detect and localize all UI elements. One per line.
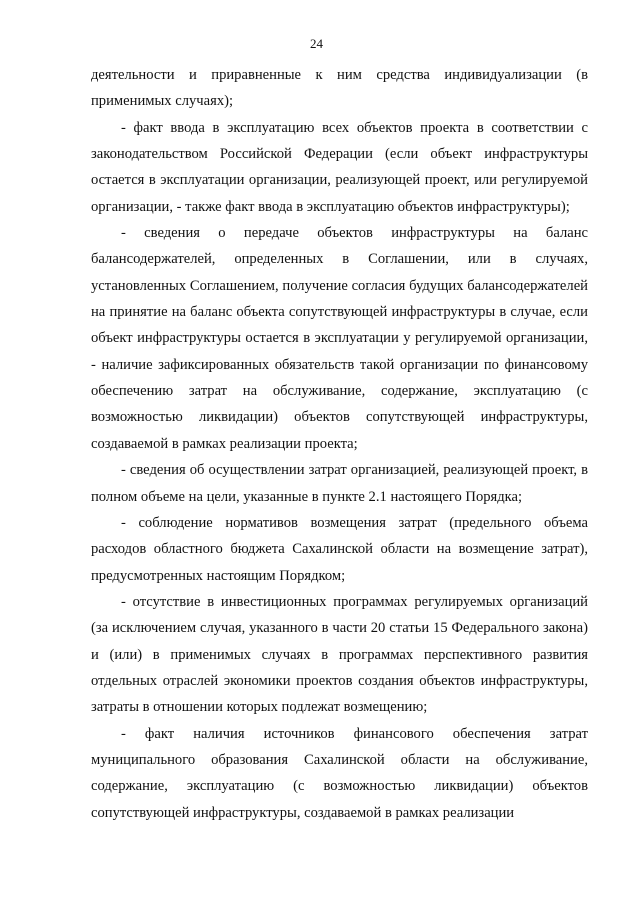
page-number: 24 bbox=[310, 36, 323, 51]
paragraph-commissioning-fact: - факт ввода в эксплуатацию всех объектов проекта в соответствии с законодательством Российской Федерации (если объект инфраструктуры остается в эксплуатации организации, реализующей проект, или регулируемой организации, - также факт ввода в эксплуатацию объектов инфраструктуры); bbox=[91, 119, 588, 215]
paragraph-funding-sources: - факт наличия источников финансового обеспечения затрат муниципального образования Сахалинской области на обслуживание, содержание, эксплуатацию (с возможностью ликвидации) объектов сопутствующей инфраструктуры, создаваемой в рамках реализации bbox=[91, 725, 588, 821]
paragraph-continuation: деятельности и приравненные к ним средства индивидуализации (в применимых случаях); bbox=[91, 67, 588, 110]
paragraph-reimbursement-norms: - соблюдение нормативов возмещения затрат (предельного объема расходов областного бюджета Сахалинской области на возмещение затрат), предусмотренных настоящим Порядком; bbox=[91, 514, 588, 584]
paragraph-investment-programs: - отсутствие в инвестиционных программах регулируемых организаций (за исключением случая, указанного в части 20 статьи 15 Федерального закона) и (или) в применимых случаях в программах перспективного развития отдельных отраслей экономики проектов создания объектов инфраструктуры, затраты в отношении которых подлежат возмещению; bbox=[91, 593, 588, 716]
paragraph-balance-transfer: - сведения о передаче объектов инфраструктуры на баланс балансодержателей, определенных в Соглашении, или в случаях, установленных Соглашением, получение согласия будущих балансодержателей на принятие на баланс объекта сопутствующей инфраструктуры в случае, если объект инфраструктуры остается в эксплуатации у регулируемой организации, - наличие зафиксированных обязательств такой организации по финансовому обеспечению затрат на обслуживание, содержание, эксплуатацию (с возможностью ликвидации) объектов сопутствующей инфраструктуры, создаваемой в рамках реализации проекта; bbox=[91, 225, 588, 452]
paragraph-costs-incurred: - сведения об осуществлении затрат организацией, реализующей проект, в полном объеме на цели, указанные в пункте 2.1 настоящего Порядка; bbox=[91, 462, 588, 505]
document-body bbox=[91, 62, 588, 826]
